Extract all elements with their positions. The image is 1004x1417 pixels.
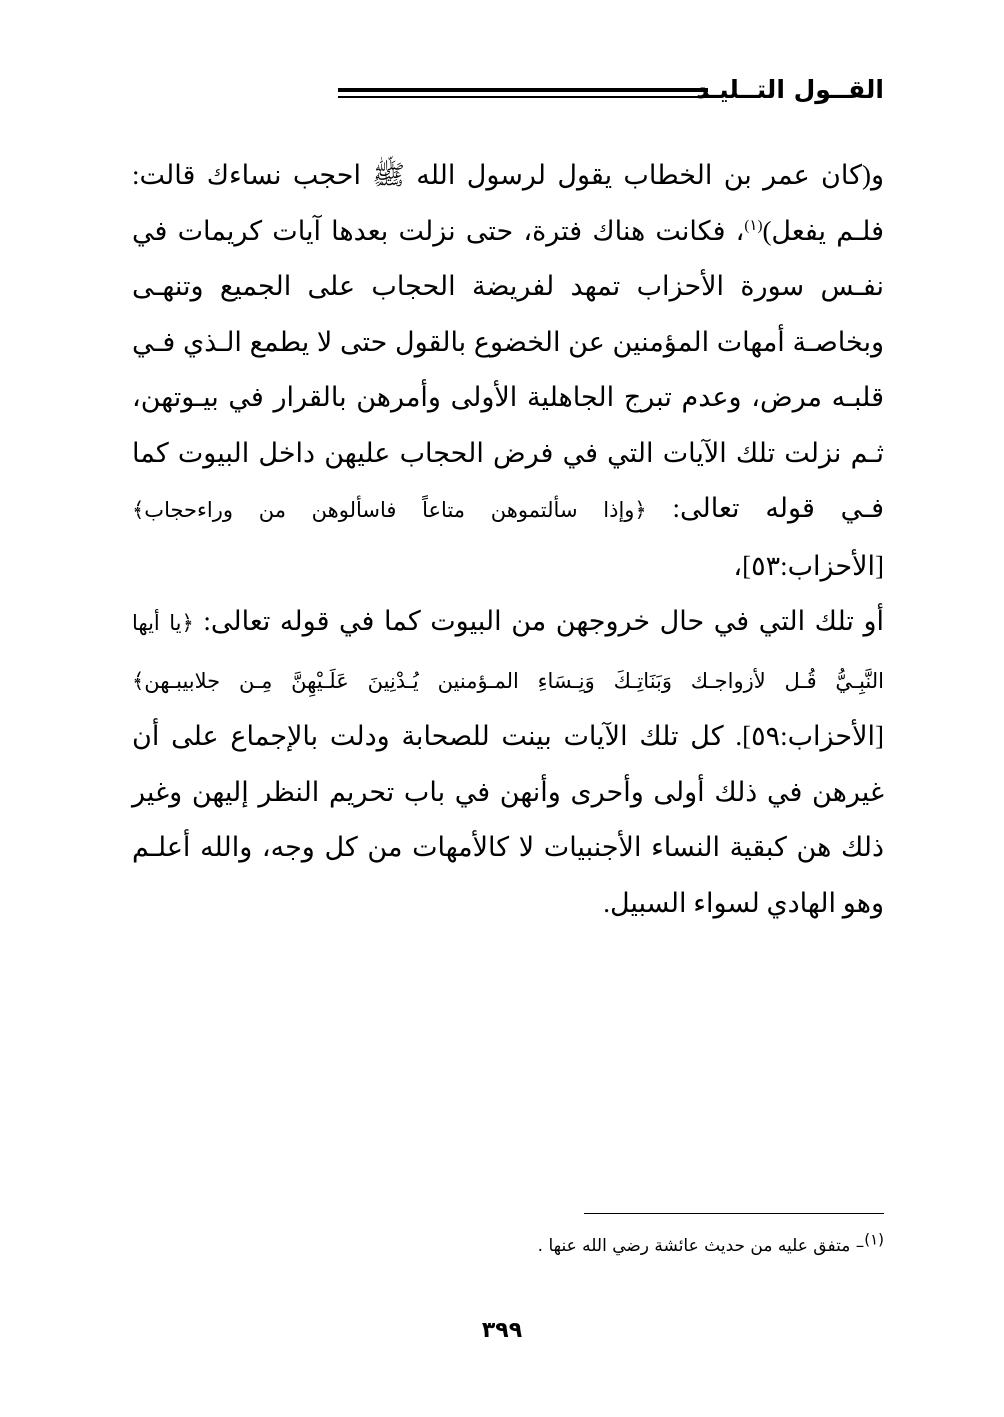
paragraph-1-start: و(كان عمر بن الخطاب يقول لرسول الله ﷺ احجب نساءك قالت: فلـم يفعل) xyxy=(132,160,884,246)
paragraph-1 xyxy=(132,148,884,594)
footnote-number: (١) xyxy=(864,1230,884,1249)
main-text xyxy=(132,148,884,931)
paragraph-1-end: [الأحزاب:٥٣]، xyxy=(733,550,884,581)
footnote-text: – متفق عليه من حديث عائشة رضي الله عنها . xyxy=(537,1236,865,1256)
footnote-rule xyxy=(584,1213,884,1214)
running-title: القــول التــليـد xyxy=(696,75,884,104)
quran-verse-1: ﴿وإذا سألتموهن متاعاً فاسألوهن من وراءحجاب﴾ xyxy=(132,498,647,522)
header-rule xyxy=(338,88,708,98)
footnote xyxy=(124,1232,884,1260)
page-header xyxy=(132,72,884,112)
paragraph-2 xyxy=(132,594,884,931)
paragraph-1-middle: ، فكانت هناك فترة، حتى نزلت بعدها آيات كريمات في نفـس سورة الأحزاب تمهد لفريضة الحجاب على الجميع وتنهـى وبخاصـة أمهات المؤمنين عن الخضوع بالقول حتى لا يطمع الـذي فـي قلبـه مرض، وعدم تبرج الجاهلية الأولى وأمرهن بالقرار في بيـوتهن، ثـم نزلت تلك الآيات التي في فرض الحجاب عليهن داخل البيوت كما فـي قوله تعالى: xyxy=(132,215,884,523)
page-number: ٣٩٩ xyxy=(481,1318,523,1343)
paragraph-2-end: [الأحزاب:٥٩]. كل تلك الآيات بينت للصحابة ودلت بالإجماع على أن غيرهن في ذلك أولى وأحرى وأنهن في باب تحريم النظر إليهن وغير ذلك هن كبقية النساء الأجنبيات لا كالأمهات من كل وجه، والله أعلـم وهو الهادي لسواء السبيل. xyxy=(132,721,884,918)
quran-verse-2: ﴿يا أيها النَّبِـيُّ قُـل لأزواجـك وَبَنَاتِـكَ وَنِـسَاءِ المـؤمنين يُـدْنِينَ عَلَـيْهِنَّ مِـن جلابيبـهن﴾ xyxy=(132,611,884,693)
paragraph-2-start: أو تلك التي في حال خروجهن من البيوت كما في قوله تعالى: xyxy=(193,606,884,636)
footnote-marker[interactable]: (١) xyxy=(744,217,763,234)
